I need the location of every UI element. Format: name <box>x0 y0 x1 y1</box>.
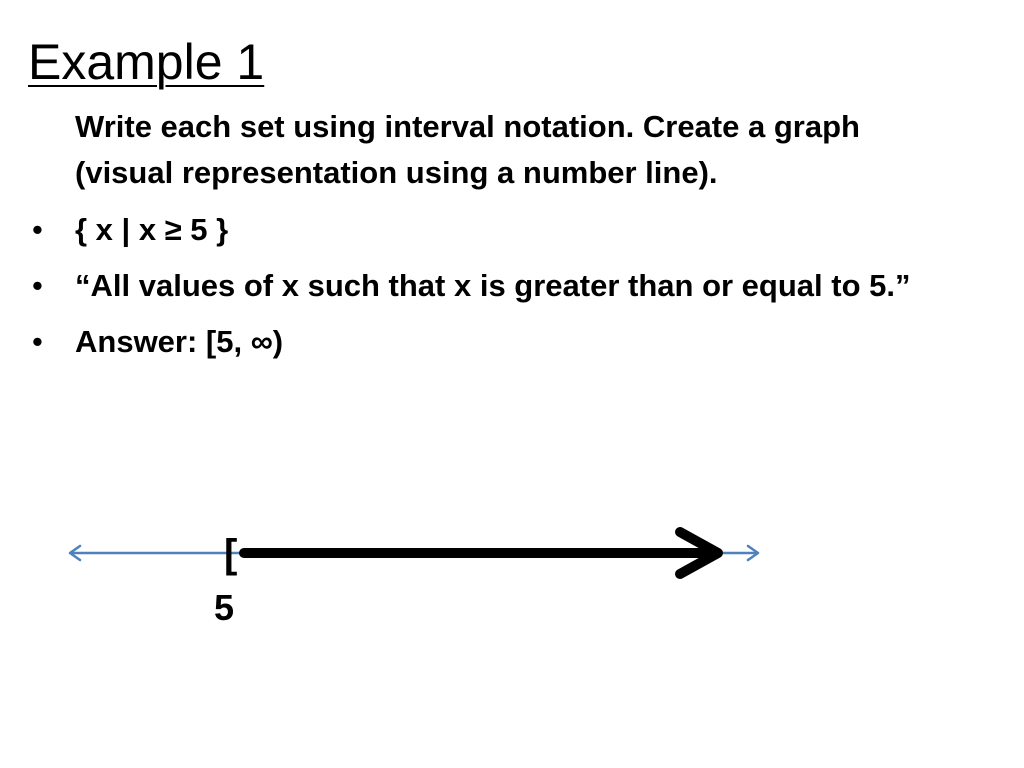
solution-ray-arrow-icon <box>680 532 718 574</box>
bullet-text: Answer: [5, ∞) <box>75 324 284 359</box>
bullet-marker: • <box>32 268 43 303</box>
bullet-marker: • <box>32 212 43 247</box>
bullet-text: { x | x ≥ 5 } <box>75 212 229 247</box>
bullet-text: “All values of x such that x is greater than or equal to 5.” <box>75 268 911 303</box>
bullet-marker: • <box>32 324 43 359</box>
bullet-list <box>30 206 930 374</box>
tick-label-5: 5 <box>214 587 235 628</box>
bullet-answer <box>30 318 930 366</box>
instruction-text: Write each set using interval notation. Create a graph (visual representation using a number line). <box>75 109 860 190</box>
axis-left-arrow-icon <box>70 546 80 560</box>
bullet-verbal-description <box>30 262 930 310</box>
slide-title: Example 1 <box>28 34 265 90</box>
bullet-set-builder <box>30 206 930 254</box>
axis-right-arrow-icon <box>748 546 758 560</box>
closed-bracket-marker: [ <box>224 532 238 576</box>
